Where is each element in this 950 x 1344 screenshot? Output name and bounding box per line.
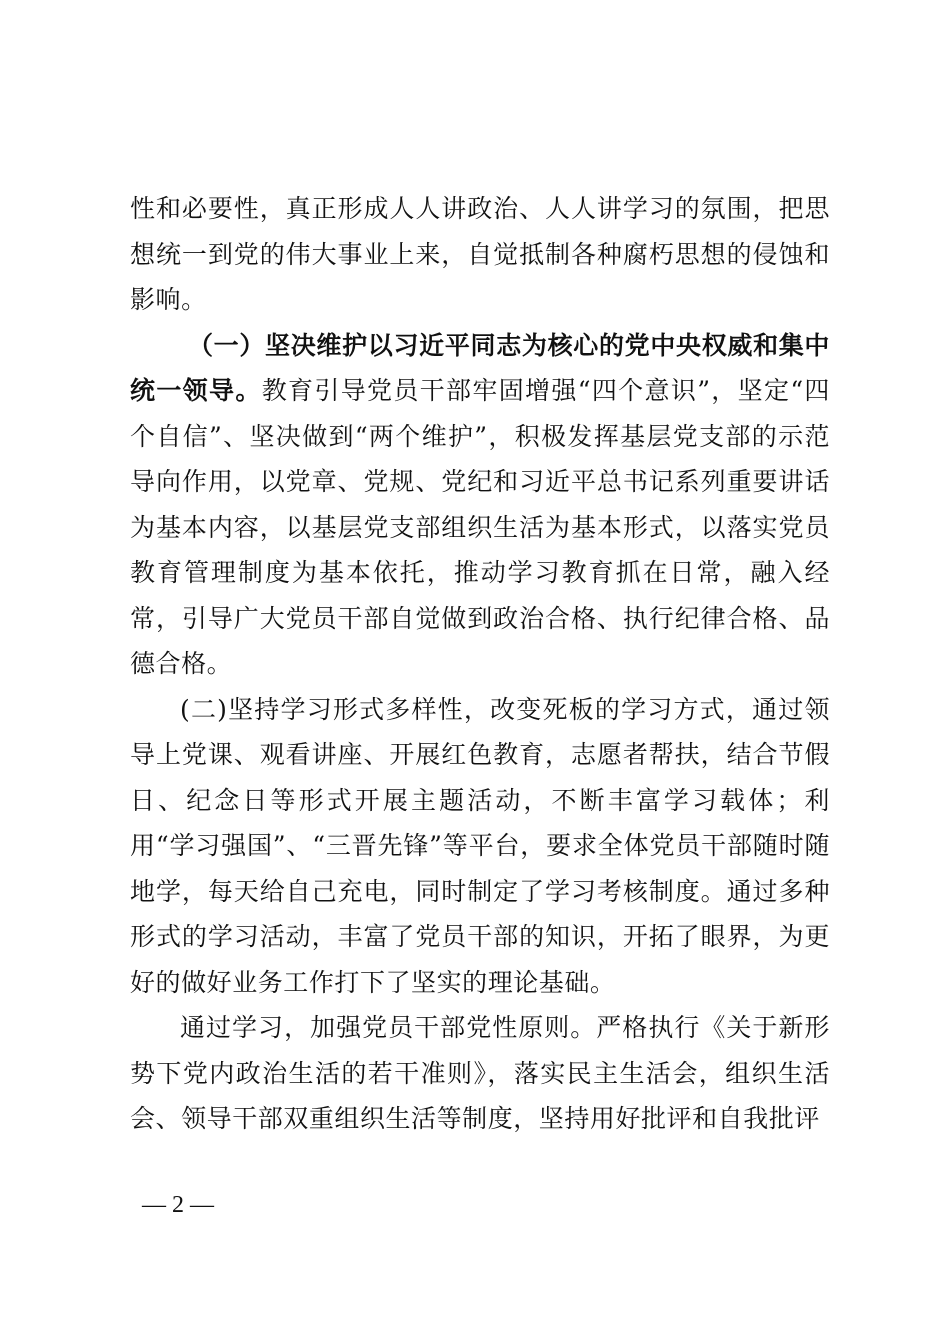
paragraph-continuation [130, 186, 830, 323]
page-number: — 2 — [142, 1192, 214, 1218]
paragraph-party-spirit [130, 1005, 830, 1142]
paragraph-text: 教育引导党员干部牢固增强“四个意识”，坚定“四个自信”、坚决做到“两个维护”，积极发挥基层党支部的示范导向作用，以党章、党规、党纪和习近平总书记系列重要讲话为基本内容，以基层党支部组织生活为基本形式，以落实党员教育管理制度为基本依托，推动学习教育抓在日常，融入经常，引导广大党员干部自觉做到政治合格、执行纪律合格、品德合格。 [130, 376, 830, 678]
document-body [130, 186, 830, 1142]
section-heading: （一）坚决维护以习近平同志为核心的党中央权威和集中统一领导。 [130, 330, 830, 405]
paragraph-section-one [130, 323, 830, 687]
paragraph-text: 性和必要性，真正形成人人讲政治、人人讲学习的氛围，把思想统一到党的伟大事业上来，自觉抵制各种腐朽思想的侵蚀和影响。 [130, 194, 830, 314]
paragraph-text: 通过学习，加强党员干部党性原则。严格执行《关于新形势下党内政治生活的若干准则》，落实民主生活会，组织生活会、领导干部双重组织生活等制度，坚持用好批评和自我批评 [130, 1013, 830, 1133]
paragraph-section-two [130, 687, 830, 1006]
paragraph-text: (二)坚持学习形式多样性，改变死板的学习方式，通过领导上党课、观看讲座、开展红色教育，志愿者帮扶，结合节假日、纪念日等形式开展主题活动，不断丰富学习载体；利用“学习强国”、“三晋先锋”等平台，要求全体党员干部随时随地学，每天给自己充电，同时制定了学习考核制度。通过多种形式的学习活动，丰富了党员干部的知识，开拓了眼界，为更好的做好业务工作打下了坚实的理论基础。 [130, 694, 830, 997]
